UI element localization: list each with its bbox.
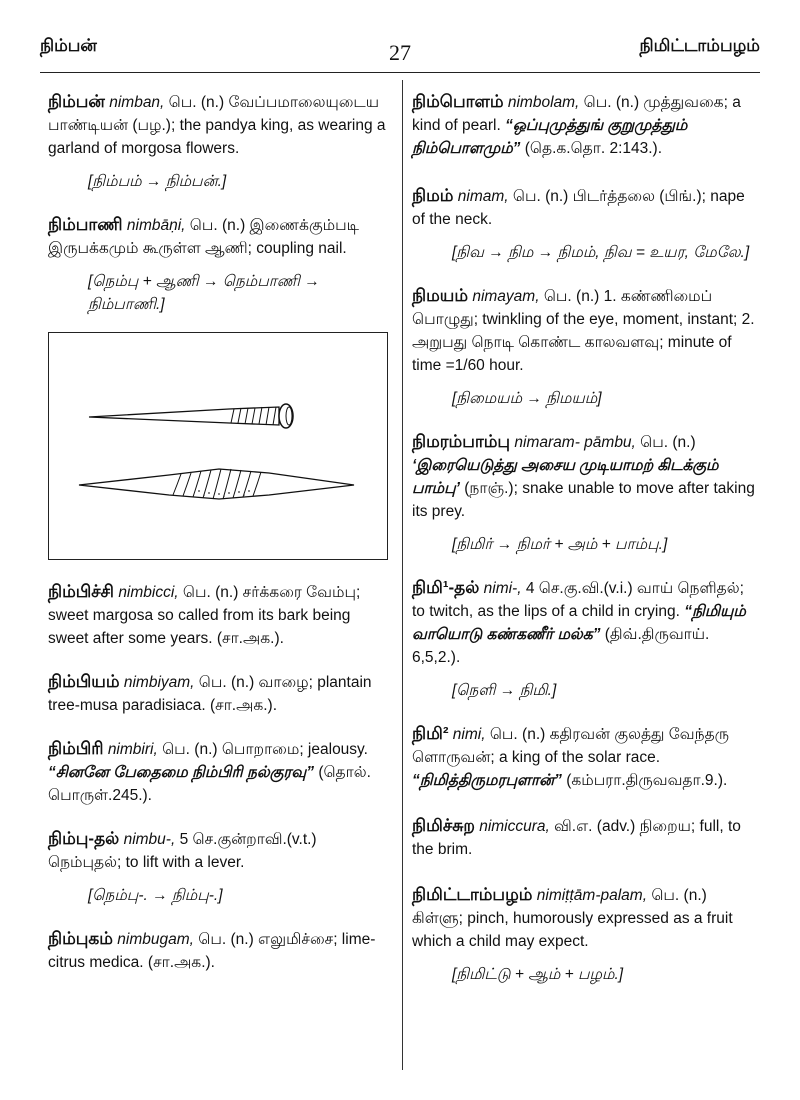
coupling-nail-illustration	[48, 332, 388, 560]
headword: நிமிட்டாம்பழம்	[412, 885, 533, 904]
page-number: 27	[389, 40, 411, 65]
entry-nimaram-pambu	[412, 430, 756, 556]
citation-quote: ‘இரையெடுத்து அசைய முடியாமற் கிடக்கும் பாம்பு’	[412, 457, 719, 497]
etymology: [நிமிர் → நிமர் + அம் + பாம்பு.]	[452, 536, 668, 553]
entry-nimbugam	[48, 927, 392, 974]
definition: 5 செ.குன்றாவி.(v.t.) நெம்புதல்; to lift with a lever.	[48, 831, 317, 871]
transliteration: nimam,	[457, 188, 509, 205]
definition: பெ. (n.) வேப்பமாலையுடைய பாண்டியன் (பழ.); the pandya king, as wearing a garland of morgosa flowers.	[48, 94, 386, 157]
transliteration: nimi-,	[483, 580, 522, 597]
transliteration: nimiṭṭām-palam,	[536, 887, 648, 904]
citation-quote: “நிமியும் வாயொடு கண்கணீர் மல்க”	[412, 603, 746, 643]
etymology: [நெம்பு + ஆணி → நெம்பாணி → நிம்பாணி.]	[88, 273, 320, 313]
headword: நிமிச்சுற	[412, 816, 475, 835]
coupling-nail-drawing	[49, 333, 387, 559]
transliteration: nimbicci,	[118, 584, 179, 601]
transliteration: nimayam,	[472, 288, 540, 305]
entry-nimiccura	[412, 814, 756, 861]
header-left-guide-word: நிம்பன்	[40, 36, 97, 55]
transliteration: nimiccura,	[479, 818, 550, 835]
definition: பெ. (n.)	[635, 434, 696, 451]
etymology: [நிமையம் → நிமயம்]	[452, 390, 602, 407]
citation-source: (நாஞ்.); snake unable to move after taking its prey.	[412, 480, 755, 520]
headword: நிம்பாணி	[48, 215, 123, 234]
definition: பெ. (n.) எலுமிச்சை; lime-citrus medica. (சா.அக.).	[48, 931, 376, 971]
entry-nimbiyam	[48, 670, 392, 717]
entry-nimittam-palam	[412, 883, 756, 986]
definition: பெ. (n.) பிடர்த்தலை (பிங்.); nape of the neck.	[412, 188, 745, 228]
headword: நிமயம்	[412, 286, 469, 305]
definition: பெ. (n.) 1. கண்ணிமைப் பொழுது; twinkling of the eye, moment, instant; 2. அறுபது நொடி கொண்ட காலவளவு; minute of time =1/60 hour.	[412, 288, 755, 374]
entry-nimam	[412, 184, 756, 264]
transliteration: nimi,	[452, 726, 486, 743]
headword: நிம்பிரி	[48, 739, 104, 758]
transliteration: nimbugam,	[117, 931, 194, 948]
definition: பெ. (n.) கதிரவன் குலத்து வேந்தரு ளொருவன்; a king of the solar race.	[412, 726, 730, 766]
definition: பெ. (n.) கிள்ளு; pinch, humorously expressed as a fruit which a child may expect.	[412, 887, 733, 950]
entry-nimbiri	[48, 737, 392, 807]
left-column	[48, 90, 392, 990]
page-header	[40, 36, 760, 70]
definition: பெ. (n.) இணைக்கும்படி இருபக்கமும் கூருள்ள ஆணி; coupling nail.	[48, 217, 359, 257]
entry-nimi2	[412, 722, 756, 792]
headword: நிமி¹-தல்	[412, 578, 480, 597]
citation-source: (திவ்.திருவாய். 6,5,2.).	[412, 626, 710, 666]
transliteration: nimaram- pāmbu,	[514, 434, 636, 451]
transliteration: nimbiyam,	[123, 674, 195, 691]
entry-nimbani	[48, 213, 392, 316]
headword: நிம்பியம்	[48, 672, 120, 691]
definition: பெ. (n.) சர்க்கரை வேம்பு; sweet margosa so called from its bark being sweet after some years. (சா.அக.).	[48, 584, 361, 647]
entry-nimbicci	[48, 580, 392, 650]
etymology: [நிம்பம் → நிம்பன்.]	[88, 173, 227, 190]
citation-quote: “சினனே பேதைமை நிம்பிரி நல்குரவு”	[48, 764, 315, 781]
definition: பெ. (n.) வாழை; plantain tree-musa paradisiaca. (சா.அக.).	[48, 674, 372, 714]
header-right-guide-word: நிமிட்டாம்பழம்	[639, 36, 760, 55]
citation-source: (கம்பரா.திருவவதா.9.).	[561, 772, 728, 789]
transliteration: nimbiri,	[107, 741, 158, 758]
headword: நிம்புகம்	[48, 929, 113, 948]
definition: பெ. (n.) முத்துவகை; a kind of pearl.	[412, 94, 741, 134]
entry-nimayam	[412, 284, 756, 410]
headword: நிமரம்பாம்பு	[412, 432, 511, 451]
headword: நிம்பொளம்	[412, 92, 504, 111]
headword: நிம்பிச்சி	[48, 582, 114, 601]
etymology: [நெம்பு-. → நிம்பு-.]	[88, 887, 223, 904]
header-rule	[40, 72, 760, 73]
etymology: [நெளி → நிமி.]	[452, 682, 557, 699]
etymology: [நிமிட்டு + ஆம் + பழம்.]	[452, 966, 624, 983]
headword: நிமி²	[412, 724, 449, 743]
entry-nimbolam	[412, 90, 756, 160]
transliteration: nimban,	[109, 94, 165, 111]
transliteration: nimbu-,	[123, 831, 176, 848]
citation-quote: “ஒப்புமுத்துங் குறுமுத்தும் நிம்பொளமும்”	[412, 117, 688, 157]
citation-source: (தொல். பொருள்.245.).	[48, 764, 371, 804]
headword: நிமம்	[412, 186, 454, 205]
definition: வி.எ. (adv.) நிறைய; full, to the brim.	[412, 818, 741, 858]
definition: பெ. (n.) பொறாமை; jealousy.	[157, 741, 368, 758]
right-column	[412, 90, 756, 1006]
entry-nimban	[48, 90, 392, 193]
transliteration: nimbolam,	[507, 94, 580, 111]
citation-quote: “நிமித்திருமரபுளான்”	[412, 772, 562, 789]
entry-nimi1-tal	[412, 576, 756, 702]
etymology: [நிவ → நிம → நிமம், நிவ = உயர, மேலே.]	[452, 244, 750, 261]
citation-source: (தெ.க.தொ. 2:143.).	[520, 140, 663, 157]
definition: 4 செ.கு.வி.(v.i.) வாய் நெளிதல்; to twitch, as the lips of a child in crying.	[412, 580, 744, 620]
headword: நிம்பன்	[48, 92, 105, 111]
headword: நிம்பு-தல்	[48, 829, 120, 848]
column-divider	[402, 80, 403, 1070]
transliteration: nimbāṇi,	[126, 217, 186, 234]
entry-nimbu-tal	[48, 827, 392, 907]
